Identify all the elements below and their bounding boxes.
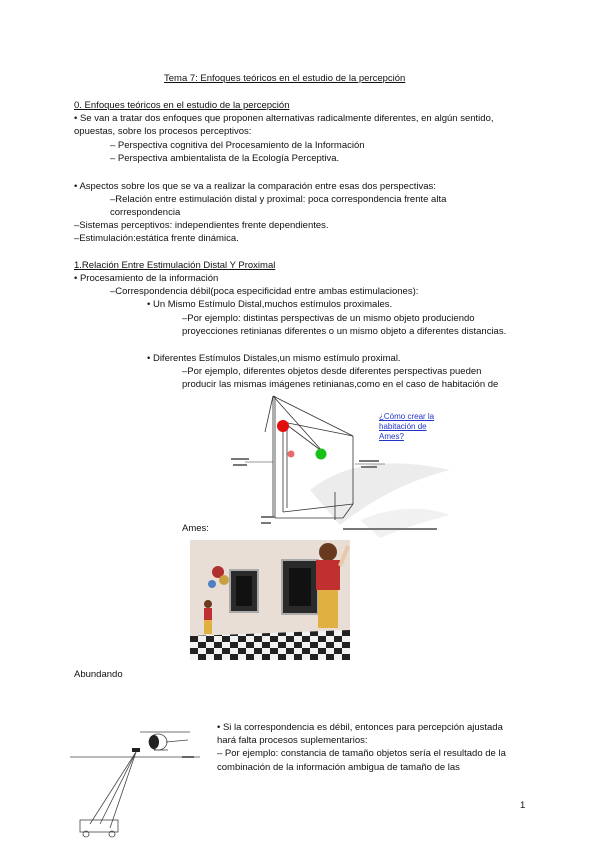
size-constancy-sketch bbox=[70, 712, 210, 842]
perspective-item: – Perspectiva ambientalista de la Ecología Perceptiva. bbox=[110, 153, 340, 164]
section-0-heading: 0. Enfoques teóricos en el estudio de la percepción bbox=[74, 100, 290, 111]
case-2: • Diferentes Estímulos Distales,un mismo estímulo proximal. bbox=[147, 353, 401, 364]
aspect-item: –Estimulación:estática frente dinámica. bbox=[74, 233, 239, 244]
case-2-example: producir las mismas imágenes retinianas,como en el caso de habitación de bbox=[182, 379, 499, 390]
side-text-line: – Por ejemplo: constancia de tamaño objetos sería el resultado de la bbox=[217, 748, 506, 759]
abundando-label: Abundando bbox=[74, 669, 123, 680]
case-1-example: –Por ejemplo: distintas perspectivas de un mismo objeto produciendo bbox=[182, 313, 475, 324]
case-1-example: proyecciones retinianas diferentes o un mismo objeto a diferentes distancias. bbox=[182, 326, 507, 337]
side-text-line: • Si la correspondencia es débil, entonces para percepción ajustada bbox=[217, 722, 503, 733]
aspect-item: –Sistemas perceptivos: independientes frente dependientes. bbox=[74, 220, 329, 231]
ames-room-photo bbox=[190, 540, 350, 660]
side-text-line: combinación de la información ambigua de tamaño de las bbox=[217, 762, 460, 773]
intro-line-1: • Se van a tratar dos enfoques que proponen alternativas radicalmente diferentes, en algún sentido, bbox=[74, 113, 494, 124]
case-1: • Un Mismo Estímulo Distal,muchos estímulos proximales. bbox=[147, 299, 393, 310]
ames-room-link[interactable]: ¿Cómo crear la habitación de Ames? bbox=[379, 412, 435, 441]
aspect-item: correspondencia bbox=[110, 207, 181, 218]
red-ball bbox=[277, 420, 289, 432]
side-text-line: hará falta procesos suplementarios: bbox=[217, 735, 368, 746]
page-title: Tema 7: Enfoques teóricos en el estudio de la percepción bbox=[164, 73, 406, 84]
ames-label: Ames: bbox=[182, 523, 209, 534]
intro-line-2: opuestas, sobre los procesos perceptivos: bbox=[74, 126, 252, 137]
section-1-heading: 1.Relación Entre Estimulación Distal Y Proximal bbox=[74, 260, 276, 271]
pink-ball bbox=[288, 451, 295, 458]
processing-bullet: • Procesamiento de la información bbox=[74, 273, 219, 284]
case-2-example: –Por ejemplo, diferentes objetos desde diferentes perspectivas pueden bbox=[182, 366, 482, 377]
green-ball bbox=[316, 449, 327, 460]
perspective-item: – Perspectiva cognitiva del Procesamiento de la Información bbox=[110, 140, 365, 151]
aspect-item: –Relación entre estimulación distal y proximal: poca correspondencia frente alta bbox=[110, 194, 447, 205]
aspects-line: • Aspectos sobre los que se va a realizar la comparación entre esas dos perspectivas: bbox=[74, 181, 436, 192]
correspondence-line: –Correspondencia débil(poca especificidad entre ambas estimulaciones): bbox=[110, 286, 419, 297]
page-number: 1 bbox=[520, 800, 526, 811]
